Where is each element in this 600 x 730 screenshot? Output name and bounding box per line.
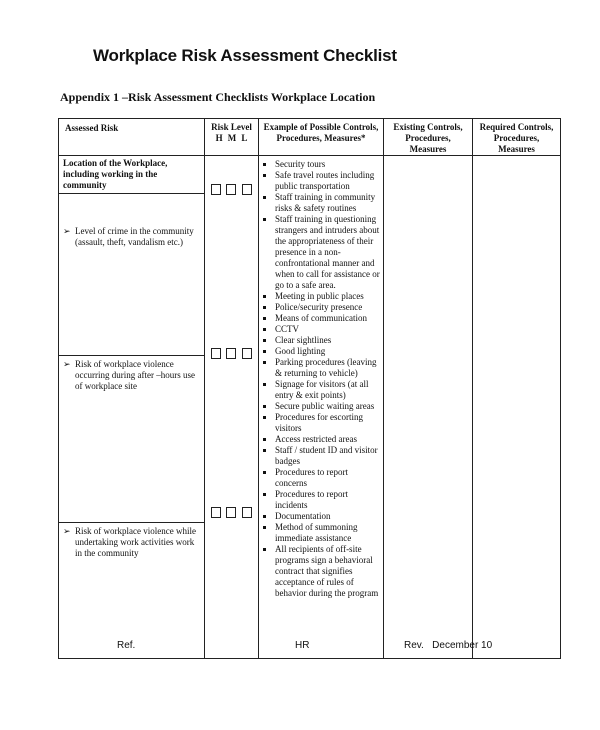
footer-ref: Ref. [117, 640, 136, 651]
risk-level-label: Risk Level [211, 122, 252, 132]
risk-2-text: Risk of workplace violence occurring during after –hours use of workplace site [75, 359, 195, 391]
list-item: Procedures to report concerns [261, 467, 381, 489]
risk-2-l-checkbox[interactable] [242, 348, 252, 359]
arrow-bullet-icon: ➢ [63, 226, 71, 236]
risk-1-h-checkbox[interactable] [211, 184, 221, 195]
risk-level-cell [205, 156, 259, 659]
list-item: Staff training in questioning strangers and intruders about the appropriateness of their presence in a non-confrontational manner and when to call for assistance or go to a safe area. [261, 214, 381, 291]
list-item: Secure public waiting areas [261, 401, 381, 412]
level-l-label: L [241, 133, 248, 143]
list-item: Security tours [261, 159, 381, 170]
document-title: Workplace Risk Assessment Checklist [93, 46, 397, 65]
risk-2-levels [205, 348, 258, 359]
header-required-controls: Required Controls, Procedures, Measures [473, 119, 561, 156]
header-risk-level [205, 119, 259, 156]
risk-1-text: Level of crime in the community (assault, theft, vandalism etc.) [75, 226, 194, 247]
location-row [59, 156, 561, 194]
header-example-controls: Example of Possible Controls, Procedures, Measures* [259, 119, 384, 156]
arrow-bullet-icon: ➢ [63, 359, 71, 369]
location-label: Location of the Workplace, including working in the community [59, 156, 205, 194]
risk-2-h-checkbox[interactable] [211, 348, 221, 359]
footer-department: HR [295, 640, 310, 651]
risk-1-cell [59, 194, 205, 356]
risk-1-levels [205, 184, 258, 195]
level-h-label: H [215, 133, 223, 143]
list-item: Good lighting [261, 346, 381, 357]
list-item: Meeting in public places [261, 291, 381, 302]
risk-1-m-checkbox[interactable] [226, 184, 236, 195]
list-item: All recipients of off-site programs sign a behavioral contract that signifies acceptance of rules of behavior during the program [261, 544, 381, 599]
header-assessed-risk: Assessed Risk [59, 119, 205, 156]
list-item: Staff training in community risks & safety routines [261, 192, 381, 214]
list-item: Method of summoning immediate assistance [261, 522, 381, 544]
list-item: Means of communication [261, 313, 381, 324]
header-row [59, 119, 561, 156]
risk-level-columns [207, 133, 256, 144]
list-item: Access restricted areas [261, 434, 381, 445]
footer-revision: Rev. December 10 [404, 640, 493, 651]
risk-3-l-checkbox[interactable] [242, 507, 252, 518]
list-item: Documentation [261, 511, 381, 522]
list-item: Signage for visitors (at all entry & exit points) [261, 379, 381, 401]
example-controls-cell [259, 156, 384, 659]
risk-3-text: Risk of workplace violence while undertaking work activities work in the community [75, 526, 196, 558]
list-item: Police/security presence [261, 302, 381, 313]
list-item: Safe travel routes including public transportation [261, 170, 381, 192]
header-existing-controls: Existing Controls, Procedures, Measures [384, 119, 473, 156]
list-item: Staff / student ID and visitor badges [261, 445, 381, 467]
risk-2-cell [59, 356, 205, 523]
arrow-bullet-icon: ➢ [63, 526, 71, 536]
level-m-label: M [227, 133, 237, 143]
risk-3-cell [59, 523, 205, 659]
risk-3-m-checkbox[interactable] [226, 507, 236, 518]
risk-1-l-checkbox[interactable] [242, 184, 252, 195]
existing-controls-cell[interactable] [384, 156, 473, 659]
list-item: Procedures to report incidents [261, 489, 381, 511]
appendix-heading: Appendix 1 –Risk Assessment Checklists Workplace Location [60, 90, 376, 104]
risk-3-levels [205, 507, 258, 518]
list-item: CCTV [261, 324, 381, 335]
list-item: Parking procedures (leaving & returning to vehicle) [261, 357, 381, 379]
list-item: Clear sightlines [261, 335, 381, 346]
required-controls-cell[interactable] [473, 156, 561, 659]
list-item: Procedures for escorting visitors [261, 412, 381, 434]
risk-2-m-checkbox[interactable] [226, 348, 236, 359]
risk-checklist-table [58, 118, 561, 659]
controls-list [259, 156, 383, 599]
risk-3-h-checkbox[interactable] [211, 507, 221, 518]
